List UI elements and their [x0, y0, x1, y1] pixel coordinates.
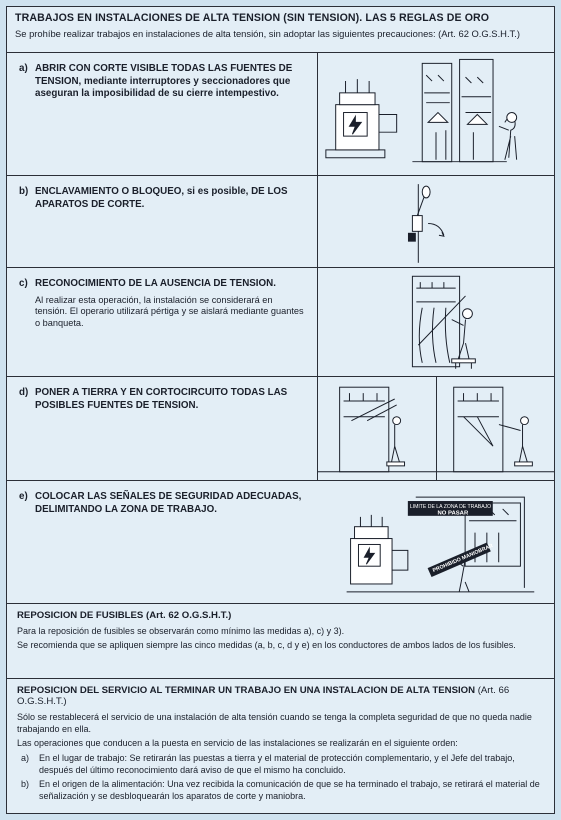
rule-b-illustration — [317, 176, 554, 267]
rule-d-text — [19, 387, 307, 412]
rule-a-illustration — [317, 53, 554, 175]
reposicion-title: REPOSICION DEL SERVICIO AL TERMINAR UN TRABAJO EN UNA INSTALACION DE ALTA TENSION (Art. 66 O.G.S.H.T.) — [17, 685, 510, 707]
lock-lever-illustration — [318, 176, 554, 267]
rule-d-letter: d) — [19, 387, 29, 398]
rule-b-letter: b) — [19, 186, 29, 197]
signage-illustration — [317, 481, 554, 603]
rule-d-row — [7, 377, 554, 481]
rule-a-text — [19, 63, 307, 101]
rule-e-heading: COLOCAR LAS SEÑALES DE SEGURIDAD ADECUADAS, DELIMITANDO LA ZONA DE TRABAJO. — [35, 491, 302, 515]
rule-c-heading: RECONOCIMIENTO DE LA AUSENCIA DE TENSION. — [35, 278, 276, 289]
fusibles-section — [7, 604, 554, 679]
fusibles-p1: Para la reposición de fusibles se observarán como mínimo las medidas a), c) y 3). — [17, 626, 345, 636]
rule-c-body: Al realizar esta operación, la instalación se considerará en tensión. El operario utilizará pértiga y se aislará mediante guantes o banqueta. — [35, 294, 304, 329]
sign-limit: LIMITE DE LA ZONA DE TRABAJO — [409, 503, 492, 510]
rule-b-text — [19, 186, 307, 211]
rule-a-heading-rest: mediante interruptores y seccionadores que aseguran la imposibilidad de su cierre intempestivo. — [35, 75, 291, 100]
voltage-test-illustration — [318, 268, 554, 376]
list-item-key: a) — [21, 753, 30, 764]
sign-forbidden: PROHIBIDO MANIOBRAR — [431, 543, 494, 574]
rule-d-heading: PONER A TIERRA Y EN CORTOCIRCUITO TODAS LAS POSIBLES FUENTES DE TENSION. — [35, 387, 288, 411]
list-item — [17, 753, 544, 776]
rule-b-heading-rest: si es posible, DE LOS APARATOS DE CORTE. — [35, 186, 288, 210]
rule-a-row — [7, 53, 554, 176]
sheet-subtitle: Se prohíbe realizar trabajos en instalaciones de alta tensión, sin adoptar las siguientes precauciones: (Art. 62 O.G.S.H.T.) — [15, 28, 520, 39]
substation-illustration — [318, 53, 554, 175]
reposicion-ref: (Art. 66 O.G.S.H.T.) — [17, 685, 510, 707]
rule-e-text — [19, 491, 307, 516]
reposicion-p2: Las operaciones que conducen a la puesta en servicio de las instalaciones se realizarán en el siguiente orden: — [17, 738, 458, 749]
rule-c-row — [7, 268, 554, 377]
list-item — [17, 779, 544, 802]
rule-a-heading: ABRIR CON CORTE VISIBLE TODAS LAS FUENTES DE TENSION, — [35, 63, 293, 87]
sheet-header — [7, 7, 554, 53]
rule-b-heading: ENCLAVAMIENTO O BLOQUEO, — [35, 186, 185, 197]
safety-sheet — [6, 6, 555, 814]
rule-e-illustration — [317, 481, 554, 603]
reposicion-section — [7, 679, 554, 808]
rule-c-illustration — [317, 268, 554, 376]
fusibles-title: REPOSICION DE FUSIBLES (Art. 62 O.G.S.H.T.) — [17, 610, 232, 621]
sign-no-pass: NO PASAR — [437, 510, 469, 517]
fusibles-ref: (Art. 62 O.G.S.H.T.) — [143, 610, 232, 621]
sheet-title: TRABAJOS EN INSTALACIONES DE ALTA TENSION (SIN TENSION). LAS 5 REGLAS DE ORO — [15, 12, 490, 24]
rule-d-divider — [436, 377, 437, 480]
reposicion-list — [17, 753, 544, 803]
list-item-text: En el lugar de trabajo: Se retirarán las puestas a tierra y el material de protección complementario, y el Jefe del trabajo, después del último reconocimiento dará aviso de que el mismo ha concluido. — [39, 753, 515, 775]
rule-b-row — [7, 176, 554, 268]
reposicion-p1: Sólo se restablecerá el servicio de una instalación de alta tensión cuando se tenga la completa seguridad de que no queda nadie trabajando en ella. — [17, 712, 532, 734]
rule-e-row — [7, 481, 554, 604]
fusibles-p2: Se recomienda que se apliquen siempre las cinco medidas (a, b, c, d y e) en los conductores de ambos lados de los fusibles. — [17, 639, 516, 650]
rule-a-letter: a) — [19, 63, 28, 74]
list-item-key: b) — [21, 779, 30, 790]
rule-c-text — [19, 278, 307, 330]
rule-c-letter: c) — [19, 278, 28, 289]
rule-d-illustration — [317, 377, 554, 480]
list-item-text: En el origen de la alimentación: Una vez recibida la comunicación de que se ha terminado el trabajo, se retirará el material de señalización y se desbloquearán los aparatos de corte y maniobra. — [39, 779, 540, 802]
rule-e-letter: e) — [19, 491, 28, 502]
